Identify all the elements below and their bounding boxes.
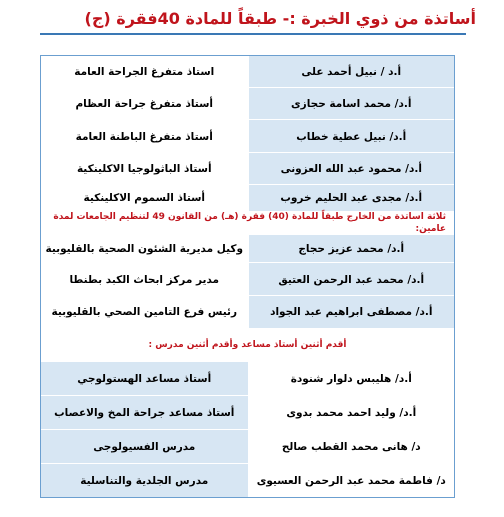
page-title: أساتذة من ذوي الخبرة :- طبقاً للمادة 40فقرة (ج): [84, 9, 476, 28]
members-table: [40, 55, 455, 498]
table-row: [41, 296, 454, 328]
member-role: أستاذ الباثولوجيا الاكلينكية: [41, 153, 248, 185]
member-name: أ.د / نبيل أحمد على: [248, 56, 455, 88]
member-name: أ.د/ هليبس دلوار شنودة: [248, 362, 455, 396]
member-name: أ.د/ نبيل عطية خطاب: [248, 120, 455, 153]
member-role: أستاذ مساعد جراحة المخ والاعصاب: [41, 396, 248, 430]
member-role: مدير مركز ابحاث الكبد بطنطا: [41, 263, 248, 296]
member-name: أ.د/ محمد اسامة حجازى: [248, 88, 455, 120]
member-role: وكيل مديرية الشئون الصحية بالقليوبية: [41, 235, 248, 263]
member-role: مدرس الفسيولوجى: [41, 430, 248, 464]
member-name: أ.د/ محمد عزيز حجاج: [248, 235, 455, 263]
assistant-professors-note: أقدم أثنين أستاذ مساعد وأقدم أثنين مدرس :: [41, 328, 454, 362]
member-name: د/ فاطمة محمد عبد الرحمن العسيوى: [248, 464, 455, 497]
table-row: [41, 88, 454, 120]
member-name: أ.د/ مصطفى ابراهيم عبد الجواد: [248, 296, 455, 328]
member-name: أ.د/ مجدى عبد الحليم خروب: [248, 185, 455, 211]
member-name: أ.د/ محمود عبد الله العزونى: [248, 153, 455, 185]
member-role: أستاذ متفرغ الباطنة العامة: [41, 120, 248, 153]
table-row: [41, 430, 454, 464]
member-name: أ.د/ محمد عبد الرحمن العتيق: [248, 263, 455, 296]
member-name: أ.د/ وليد احمد محمد بدوى: [248, 396, 455, 430]
member-role: أستاذ السموم الاكلينكية: [41, 185, 248, 211]
table-row: [41, 464, 454, 497]
external-professors-note: ثلاثة اساتذة من الخارج طبقاً للمادة (40) فقرة (هـ) من القانون 49 لتنظيم الجامعات لمدة عامين:: [41, 211, 454, 235]
member-role: مدرس الجلدية والتناسلية: [41, 464, 248, 497]
table-row: [41, 56, 454, 88]
table-row: [41, 396, 454, 430]
table-row: [41, 235, 454, 263]
table-row: [41, 185, 454, 211]
member-role: أستاذ مساعد الهستولوجي: [41, 362, 248, 396]
table-row: [41, 120, 454, 153]
member-name: د/ هانى محمد القطب صالح: [248, 430, 455, 464]
member-role: استاذ متفرغ الجراحة العامة: [41, 56, 248, 88]
table-row: [41, 153, 454, 185]
title-underline: [40, 33, 466, 35]
member-role: رئيس فرع التامين الصحي بالقليوبية: [41, 296, 248, 328]
member-role: أستاذ متفرغ جراحة العظام: [41, 88, 248, 120]
table-row: [41, 263, 454, 296]
table-row: [41, 362, 454, 396]
